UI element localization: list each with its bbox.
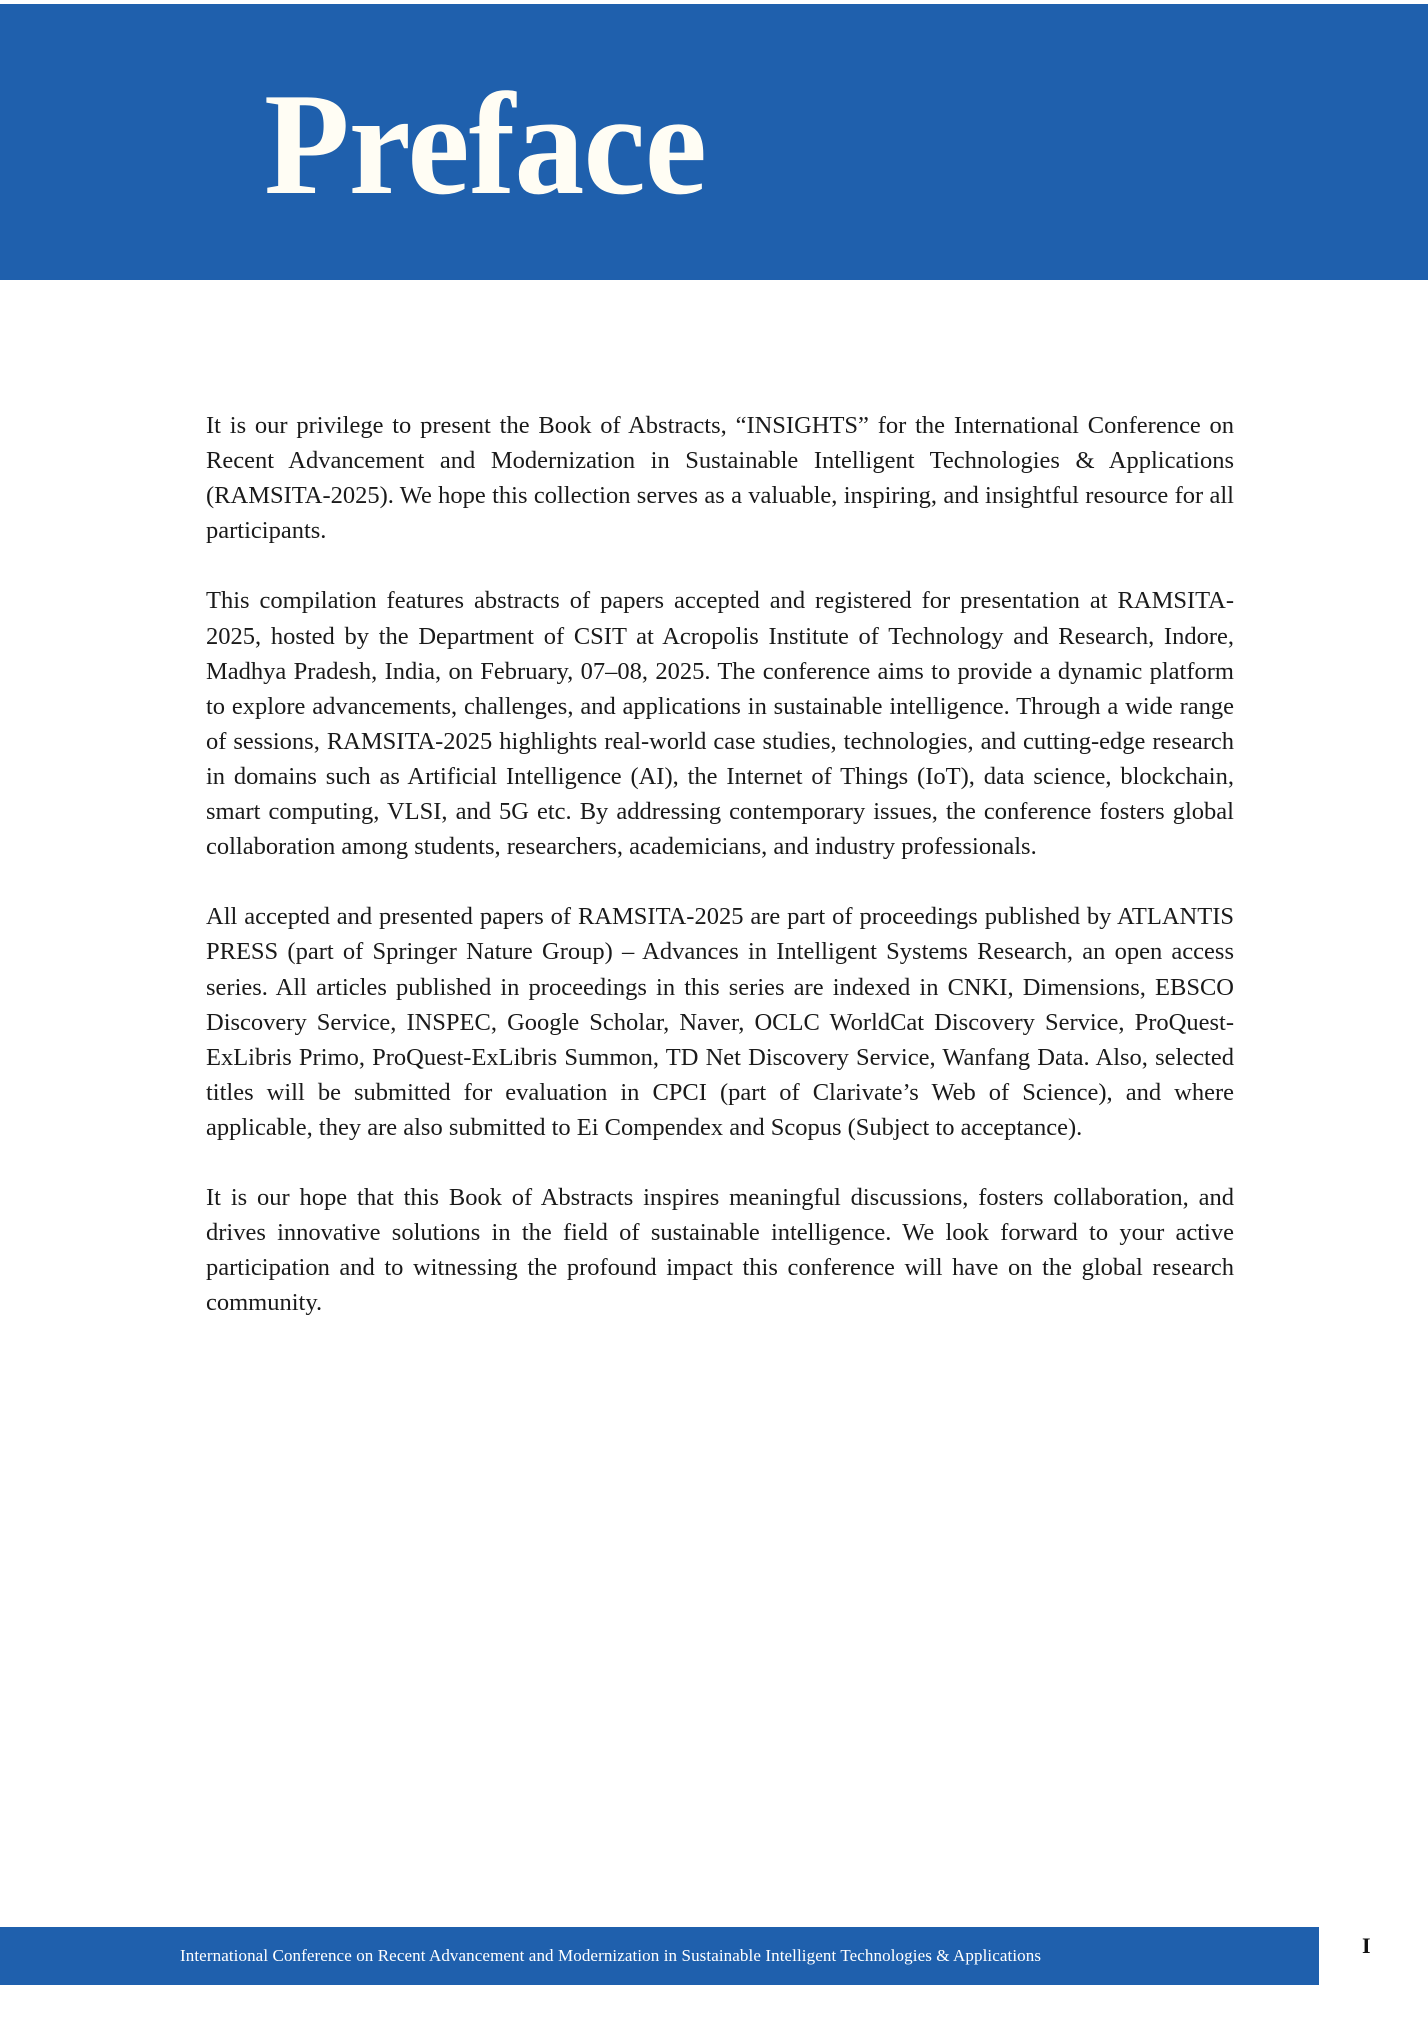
page-title: Preface xyxy=(264,63,706,225)
paragraph-closing: It is our hope that this Book of Abstracts inspires meaningful discussions, fosters collaboration, and drives innovative solutions in the field of sustainable intelligence. We look forward to your active participation and to witnessing the profound impact this conference will have on the global research community. xyxy=(206,1184,1234,1317)
header-banner xyxy=(0,4,1428,280)
paragraph-proceedings: All accepted and presented papers of RAMSITA-2025 are part of proceedings published by ATLANTIS PRESS (part of Springer Nature Group) – Advances in Intelligent Systems Research, an open access series. All articles published in proceedings in this series are indexed in CNKI, Dimensions, EBSCO Discovery Service, INSPEC, Google Scholar, Naver, OCLC WorldCat Discovery Service, ProQuest-ExLibris Primo, ProQuest-ExLibris Summon, TD Net Discovery Service, Wanfang Data. Also, selected titles will be submitted for evaluation in CPCI (part of Clarivate’s Web of Science), and where applicable, they are also submitted to Ei Compendex and Scopus (Subject to acceptance). xyxy=(206,903,1234,1141)
paragraph-compilation: This compilation features abstracts of papers accepted and registered for presentation at RAMSITA-2025, hosted by the Department of CSIT at Acropolis Institute of Technology and Research, Indore, Madhya Pradesh, India, on February, 07–08, 2025. The conference aims to provide a dynamic platform to explore advancements, challenges, and applications in sustainable intelligence. Through a wide range of sessions, RAMSITA-2025 highlights real-world case studies, technologies, and cutting-edge research in domains such as Artificial Intelligence (AI), the Internet of Things (IoT), data science, blockchain, smart computing, VLSI, and 5G etc. By addressing contemporary issues, the conference fosters global collaboration among students, researchers, academicians, and industry professionals. xyxy=(206,587,1234,861)
footer-banner xyxy=(0,1927,1319,1985)
paragraph-intro: It is our privilege to present the Book of Abstracts, “INSIGHTS” for the International Conference on Recent Advancement and Modernization in Sustainable Intelligent Technologies & Applications (RAMSITA-2025). We hope this collection serves as a valuable, inspiring, and insightful resource for all participants. xyxy=(206,412,1234,545)
page-number: I xyxy=(1362,1933,1371,1958)
footer-conference-name: International Conference on Recent Advancement and Modernization in Sustainable Intelligent Technologies & Applications xyxy=(180,1946,1042,1965)
preface-body xyxy=(206,408,1234,1356)
